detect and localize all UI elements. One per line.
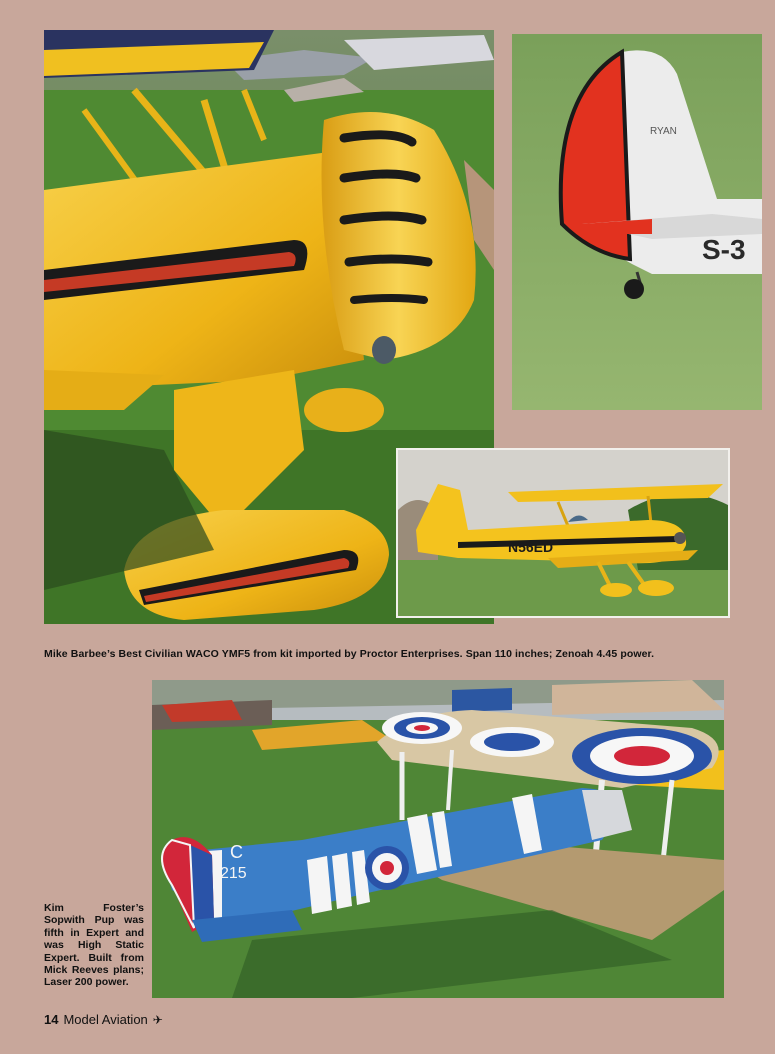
main-caption: Mike Barbee’s Best Civilian WACO YMF5 from kit imported by Proctor Enterprises. Span 110 inches; Zenoah 4.45 power. <box>44 648 655 660</box>
airplane-icon: ✈ <box>152 1012 163 1027</box>
page-folio <box>44 1012 163 1027</box>
magazine-title: Model Aviation <box>63 1012 148 1027</box>
ryan-logo-text: RYAN <box>650 126 677 137</box>
waco-flight-image <box>398 450 728 616</box>
ryan-registration: S-3 <box>702 234 746 265</box>
sopwith-pup-photo <box>152 680 724 998</box>
page-number: 14 <box>44 1012 59 1027</box>
sopwith-code: C <box>230 842 243 862</box>
sopwith-number: 215 <box>220 865 247 882</box>
waco-registration: N56ED <box>508 539 554 555</box>
side-caption: Kim Foster’s Sopwith Pup was fifth in Expert and was High Static Expert. Built from Mick Reeves plans; Laser 200 power. <box>44 902 144 989</box>
waco-flight-photo <box>396 448 730 618</box>
ryan-tail-photo <box>512 34 762 410</box>
sopwith-pup-image <box>152 680 724 998</box>
ryan-tail-image <box>512 34 762 410</box>
